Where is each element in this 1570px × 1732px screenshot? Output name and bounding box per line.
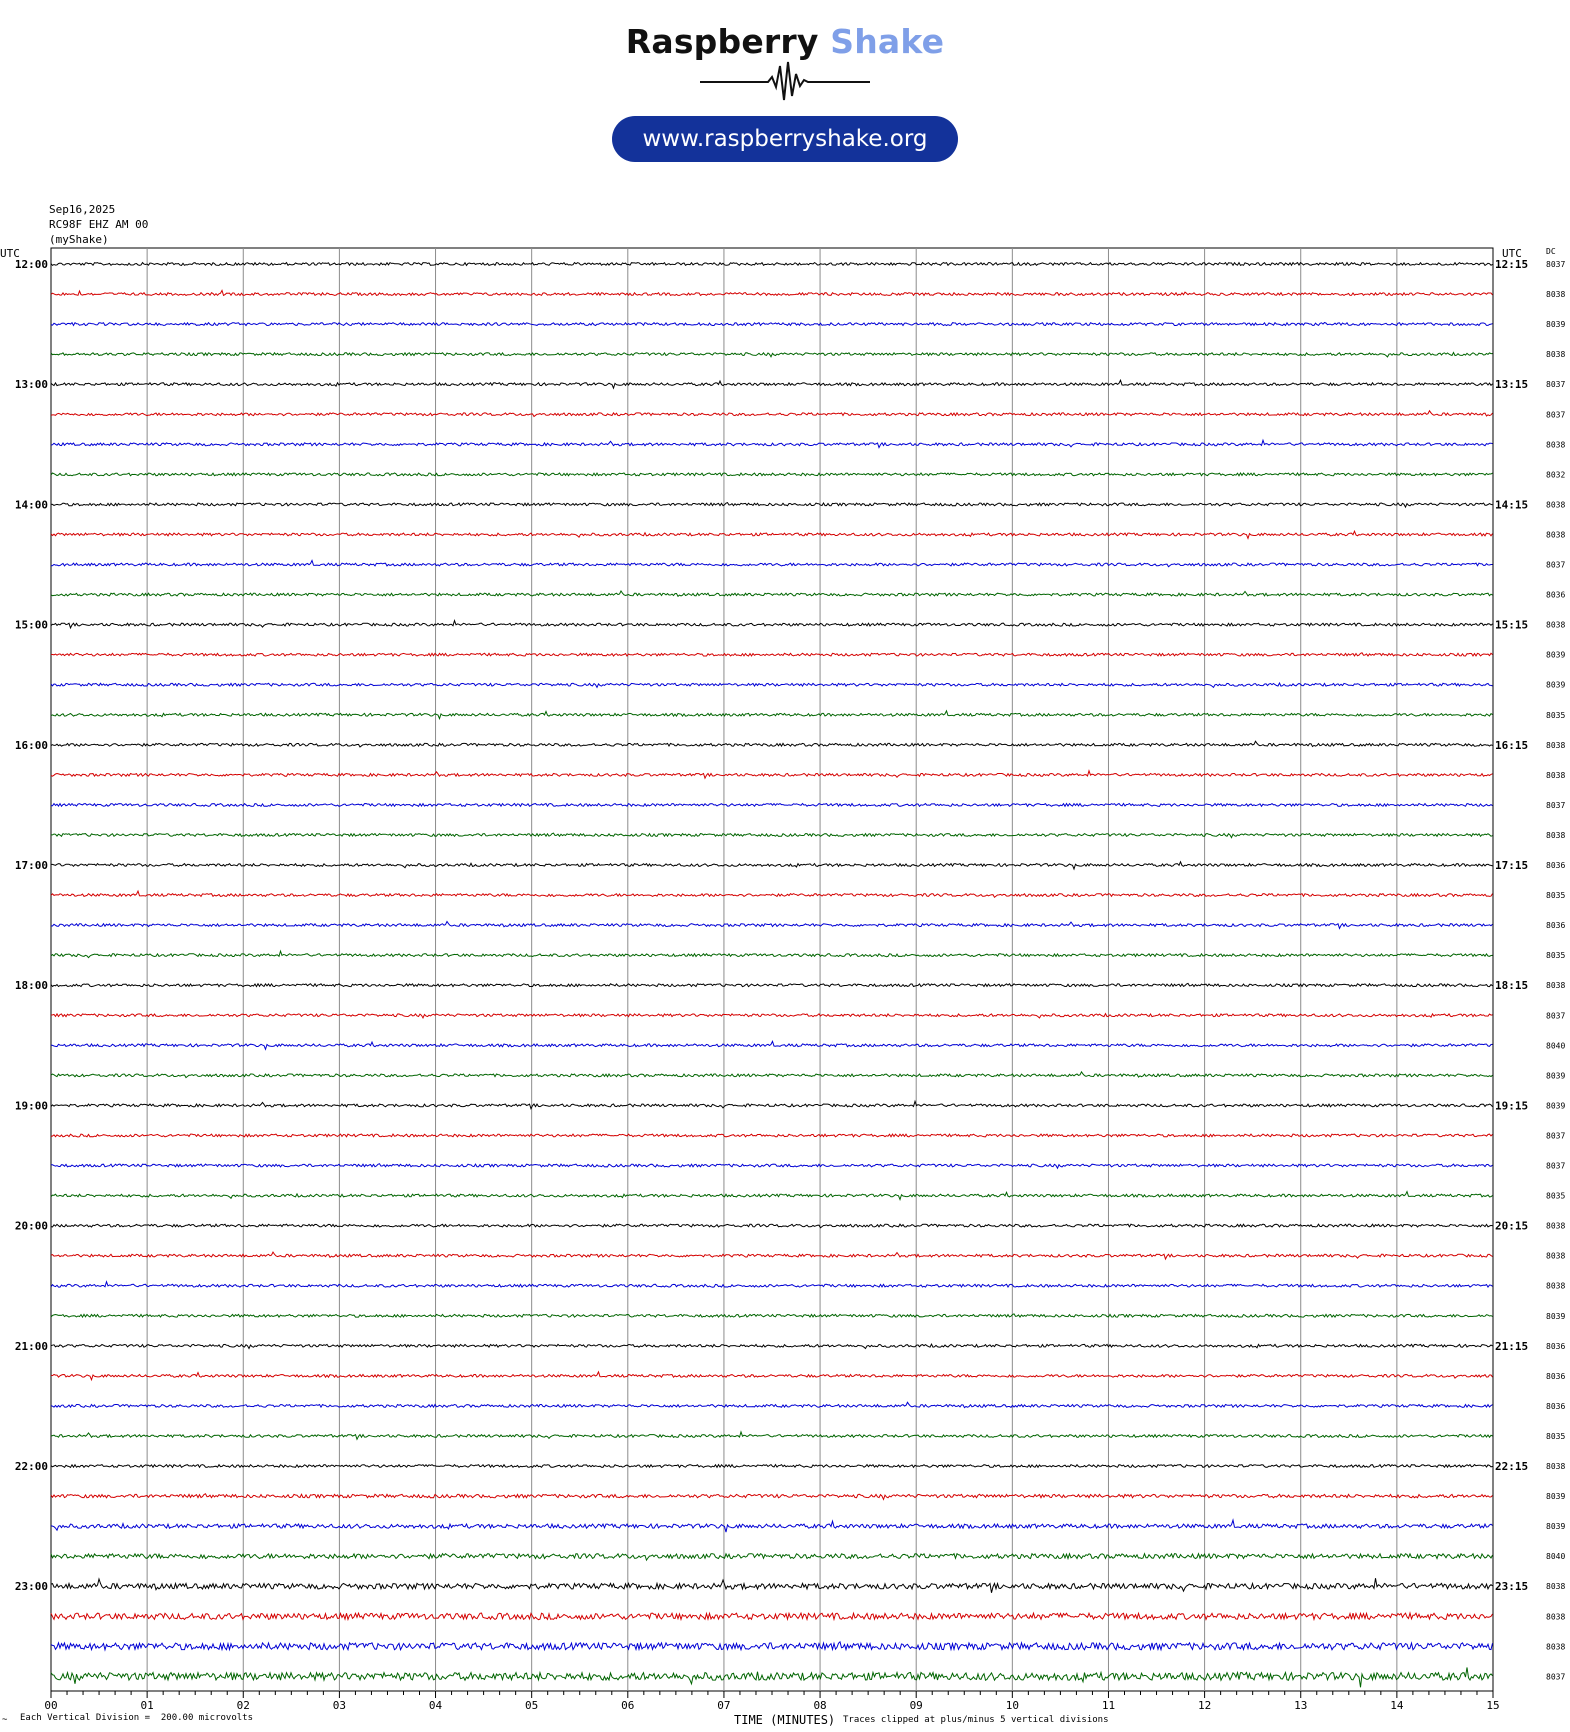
dc-value-label: 8039 [1546,1311,1566,1321]
dc-value-label: 8039 [1546,1101,1566,1111]
dc-value-label: 8039 [1546,1071,1566,1081]
left-hour-label: 20:00 [14,1219,48,1233]
brand-name-part1: Raspberry [625,22,819,61]
dc-value-label: 8038 [1546,290,1566,300]
dc-value-label: 8035 [1546,710,1566,720]
right-hour-label: 17:15 [1495,859,1529,872]
right-hour-label: 15:15 [1495,618,1529,632]
left-hour-label: 15:00 [14,618,48,632]
right-hour-label: 16:15 [1495,738,1529,752]
dc-value-label: 8038 [1546,830,1566,840]
dc-value-label: 8037 [1546,380,1566,390]
left-hour-label: 19:00 [14,1099,48,1113]
left-axis-label: UTC [0,247,20,260]
x-tick-label: 05 [525,1699,539,1712]
dc-value-label: 8039 [1546,1492,1566,1502]
trace-line [51,1282,1493,1288]
dc-value-label: 8037 [1546,1161,1566,1171]
dc-value-label: 8038 [1546,1582,1566,1592]
trace-line [51,1134,1493,1137]
x-tick-label: 14 [1390,1699,1404,1712]
chart-traces [51,263,1493,1688]
plot-frame [51,248,1493,1691]
x-tick-label: 01 [140,1699,154,1712]
left-hour-label: 21:00 [14,1339,48,1353]
left-hour-label: 13:00 [14,378,48,392]
dc-value-label: 8037 [1546,1672,1566,1682]
right-hour-label: 12:15 [1495,258,1529,271]
trace-line [51,1164,1493,1169]
x-tick-label: 02 [236,1699,250,1712]
right-hour-label: 18:15 [1495,979,1529,993]
trace-line [51,683,1493,687]
x-tick-label: 08 [813,1699,827,1712]
right-hour-label: 14:15 [1495,498,1529,512]
date-label: Sep16,2025 [49,203,116,216]
dc-value-label: 8038 [1546,740,1566,750]
dc-value-label: 8038 [1546,530,1566,540]
dc-value-label: 8038 [1546,1642,1566,1652]
trace-line [51,503,1493,508]
trace-line [51,561,1493,567]
dc-value-label: 8036 [1546,590,1566,600]
trace-line [51,1578,1493,1593]
clip-note: Traces clipped at plus/minus 5 vertical divisions [843,1715,1109,1725]
dc-value-label: 8039 [1546,320,1566,330]
left-hour-label: 17:00 [14,859,48,872]
dc-value-label: 8036 [1546,1371,1566,1381]
x-tick-label: 07 [717,1699,731,1712]
station-label: RC98F EHZ AM 00 [49,218,149,231]
right-hour-label: 23:15 [1495,1580,1529,1594]
x-tick-label: 11 [1101,1699,1116,1712]
dc-value-label: 8037 [1546,560,1566,570]
trace-line [51,1402,1493,1407]
trace-line [51,440,1493,447]
trace-line [51,1101,1493,1108]
left-hour-label: 16:00 [14,738,48,752]
x-axis-title: TIME (MINUTES) [734,1713,836,1727]
x-tick-label: 12 [1197,1699,1212,1712]
left-hour-label: 18:00 [14,979,48,993]
network-label: (myShake) [49,233,109,246]
x-tick-label: 10 [1005,1699,1019,1712]
trace-line [51,951,1493,958]
trace-line [51,531,1493,538]
dc-value-label: 8038 [1546,1612,1566,1622]
x-tick-label: 04 [428,1699,443,1712]
right-hour-label: 22:15 [1495,1460,1529,1473]
dc-value-label: 8035 [1546,1431,1566,1441]
trace-line [51,741,1493,747]
trace-line [51,1014,1493,1018]
trace-line [51,1192,1493,1200]
dc-value-label: 8038 [1546,500,1566,510]
right-axis-label: UTC [1502,247,1522,260]
trace-line [51,1465,1493,1468]
left-hour-label: 14:00 [14,498,48,512]
trace-line [51,771,1493,778]
trace-line [51,653,1493,656]
corner-mark: ~ [2,1715,8,1725]
dc-value-label: 8038 [1546,770,1566,780]
left-hour-label: 23:00 [14,1580,48,1594]
dc-value-label: 8038 [1546,1462,1566,1471]
trace-line [51,323,1493,326]
dc-value-label: 8036 [1546,1401,1566,1411]
right-hour-label: 13:15 [1495,378,1529,392]
dc-value-label: 8039 [1546,650,1566,660]
trace-line [51,591,1493,596]
dc-value-label: 8039 [1546,680,1566,690]
trace-line [51,1372,1493,1380]
trace-line [51,263,1493,266]
trace-line [51,891,1493,897]
trace-line [51,1041,1493,1049]
trace-line [51,983,1493,986]
trace-line [51,353,1493,357]
trace-line [51,1432,1493,1439]
trace-line [51,1314,1493,1317]
dc-value-label: 8035 [1546,891,1566,901]
dc-value-label: 8040 [1546,1041,1566,1051]
x-tick-label: 00 [44,1699,58,1712]
dc-value-label: 8035 [1546,951,1566,961]
trace-line [51,1642,1493,1650]
chart-labels [0,247,1565,1712]
dc-header-label: DC [1546,247,1556,256]
chart-grid [51,248,1493,1698]
trace-line [51,1344,1493,1348]
trace-line [51,711,1493,719]
trace-line [51,1252,1493,1259]
website-url-button[interactable]: www.raspberryshake.org [612,116,958,162]
dc-value-label: 8035 [1546,1191,1566,1201]
dc-value-label: 8036 [1546,1341,1566,1351]
trace-line [51,473,1493,476]
dc-value-label: 8040 [1546,1552,1566,1562]
dc-value-label: 8039 [1546,1522,1566,1532]
trace-line [51,621,1493,628]
dc-value-label: 8036 [1546,861,1566,870]
x-tick-label: 15 [1486,1699,1500,1712]
trace-line [51,1224,1493,1228]
trace-line [51,380,1493,388]
trace-line [51,290,1493,295]
trace-line [51,804,1493,807]
vertical-division-note: Each Vertical Division = 200.00 microvolts [20,1713,253,1723]
right-hour-label: 21:15 [1495,1339,1529,1353]
trace-line [51,411,1493,417]
dc-value-label: 8038 [1546,350,1566,360]
trace-line [51,1072,1493,1078]
dc-value-label: 8038 [1546,620,1566,630]
left-hour-label: 12:00 [14,258,48,271]
dc-value-label: 8038 [1546,1251,1566,1261]
trace-line [51,1613,1493,1620]
trace-line [51,1554,1493,1560]
dc-value-label: 8037 [1546,260,1566,269]
left-hour-label: 22:00 [14,1460,48,1473]
trace-line [51,1667,1493,1687]
trace-line [51,1494,1493,1500]
right-hour-label: 19:15 [1495,1099,1529,1113]
x-tick-label: 13 [1294,1699,1308,1712]
dc-value-label: 8037 [1546,800,1566,810]
dc-value-label: 8037 [1546,410,1566,420]
dc-value-label: 8037 [1546,1131,1566,1141]
brand-name-part2: Shake [830,22,945,61]
trace-line [51,922,1493,929]
dc-value-label: 8036 [1546,921,1566,931]
trace-line [51,1520,1493,1532]
x-tick-label: 09 [909,1699,923,1712]
x-tick-label: 03 [332,1699,347,1712]
dc-value-label: 8038 [1546,440,1566,450]
x-tick-label: 06 [621,1699,635,1712]
right-hour-label: 20:15 [1495,1219,1529,1233]
trace-line [51,862,1493,869]
dc-value-label: 8032 [1546,470,1566,480]
dc-value-label: 8038 [1546,981,1566,991]
dc-value-label: 8038 [1546,1221,1566,1231]
dc-value-label: 8037 [1546,1011,1566,1021]
trace-line [51,833,1493,838]
dc-value-label: 8038 [1546,1281,1566,1291]
